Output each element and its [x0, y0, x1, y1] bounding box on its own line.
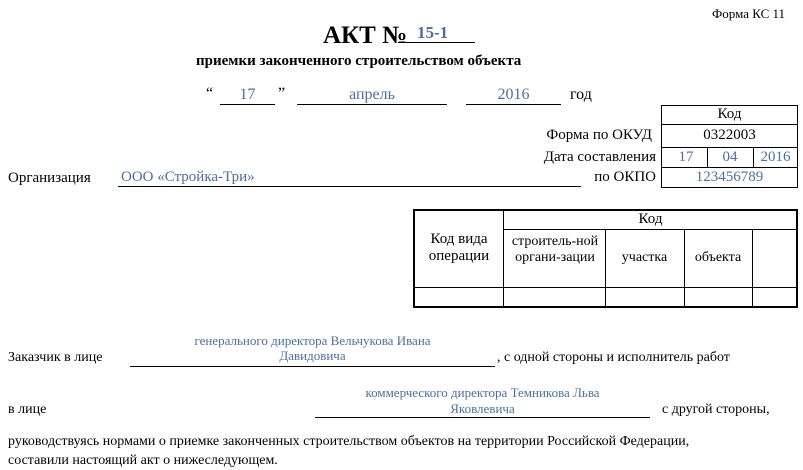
date-day[interactable]: 17 — [239, 86, 256, 103]
okud-value[interactable]: 0322003 — [703, 127, 756, 143]
okpo-value[interactable]: 123456789 — [695, 169, 764, 185]
contractor-rep-line1[interactable]: коммерческого директора Темникова Льва — [365, 385, 600, 400]
table-divider — [605, 229, 606, 308]
date-open-quote: “ — [206, 85, 214, 102]
organization-underline — [118, 186, 581, 187]
table-code-header: Код — [638, 211, 663, 227]
date-code-day[interactable]: 17 — [678, 149, 694, 165]
customer-prefix: Заказчик в лице — [8, 350, 103, 365]
table-col-organization: строитель-ной органи-зации — [511, 234, 599, 265]
act-number[interactable]: 15-1 — [417, 23, 449, 42]
table-col-operation: Код вида операции — [428, 231, 490, 264]
date-code-month[interactable]: 04 — [722, 149, 738, 165]
date-year-word: год — [570, 86, 592, 103]
form-label: Форма КС 11 — [712, 6, 786, 21]
table-divider — [752, 229, 753, 308]
contractor-rep-line2[interactable]: Яковлевича — [450, 401, 515, 416]
table-divider — [503, 229, 798, 230]
date-close-quote: ” — [278, 85, 286, 102]
okud-label: Форма по ОКУД — [546, 127, 652, 143]
table-divider — [684, 229, 685, 308]
date-year-underline — [466, 104, 561, 105]
contractor-prefix: в лице — [8, 402, 47, 417]
date-month[interactable]: апрель — [349, 86, 395, 103]
date-month-underline — [297, 104, 447, 105]
table-col-site: участка — [621, 250, 668, 265]
contractor-underline — [315, 417, 650, 418]
date-label: Дата составления — [543, 149, 656, 165]
codes-divider — [661, 167, 798, 168]
act-title: АКТ № — [323, 22, 408, 49]
closing-line1: руководствуясь нормами о приемке законченных строительством объектов на территории Российской Федерации, — [8, 434, 690, 449]
contractor-suffix: с другой стороны, — [662, 402, 770, 417]
act-number-underline — [398, 42, 475, 43]
customer-rep-line1[interactable]: генерального директора Вельчукова Ивана — [194, 333, 431, 348]
customer-underline — [130, 366, 495, 367]
date-code-year[interactable]: 2016 — [760, 149, 791, 165]
date-year[interactable]: 2016 — [497, 86, 530, 103]
closing-line2: составили настоящий акт о нижеследующем. — [8, 453, 278, 468]
table-col-object: объекта — [694, 250, 742, 265]
codes-header: Код — [717, 106, 742, 122]
codes-divider — [661, 147, 798, 148]
act-subtitle: приемки законченного строительством объекта — [196, 53, 522, 69]
codes-divider — [661, 124, 798, 125]
customer-rep-line2[interactable]: Давидовича — [279, 348, 346, 363]
date-day-underline — [220, 104, 275, 105]
okpo-label: по ОКПО — [594, 169, 656, 185]
organization-label: Организация — [8, 170, 91, 186]
organization-value[interactable]: ООО «Стройка-Три» — [121, 169, 255, 185]
customer-suffix: , с одной стороны и исполнитель работ — [497, 350, 730, 365]
